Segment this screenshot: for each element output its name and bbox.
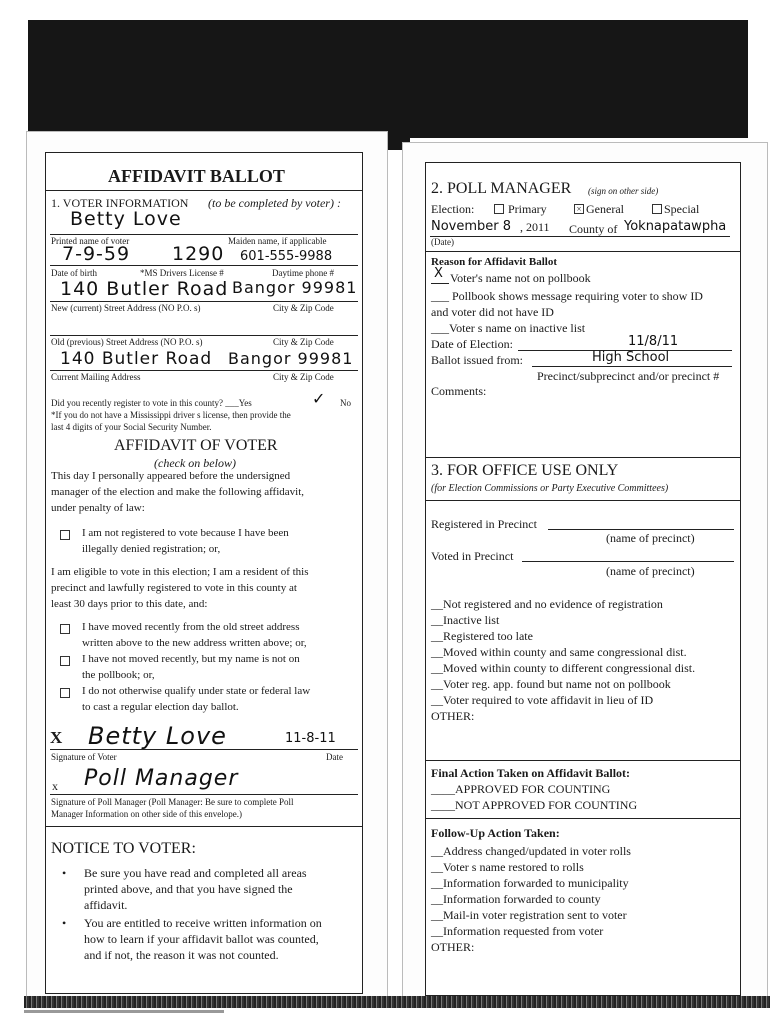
option4-line1: I do not otherwise qualify under state or federal law bbox=[82, 685, 311, 697]
license-handwritten: 1290 bbox=[172, 243, 225, 265]
mailing-line bbox=[50, 370, 358, 371]
date-label: Date bbox=[326, 752, 343, 762]
new-address-label: New (current) Street Address (NO P.O. s) bbox=[51, 303, 201, 313]
new-address-handwritten: 140 Butler Road bbox=[60, 278, 229, 300]
scan-bottom-edge bbox=[24, 996, 770, 1008]
county-label: County of bbox=[569, 222, 618, 236]
section1-note: (to be completed by voter) : bbox=[208, 196, 341, 210]
followup-item-4: __Information forwarded to county bbox=[431, 892, 601, 906]
voter-x-mark: X bbox=[50, 728, 63, 747]
license-label: *MS Drivers License # bbox=[140, 268, 224, 278]
option3-checkbox[interactable] bbox=[60, 656, 70, 666]
ballot-issued-line bbox=[532, 366, 732, 367]
section1-heading: 1. VOTER INFORMATION bbox=[51, 196, 189, 210]
maiden-name-label: Maiden name, if applicable bbox=[228, 236, 327, 246]
final-action-heading: Final Action Taken on Affidavit Ballot: bbox=[431, 766, 631, 780]
followup-item-3: __Information forwarded to municipality bbox=[431, 876, 629, 890]
election-date-line bbox=[430, 236, 730, 237]
option3-line1: I have not moved recently, but my name is not on bbox=[82, 653, 300, 665]
printed-name-label: Printed name of voter bbox=[51, 236, 130, 246]
followup-item-5: __Mail-in voter registration sent to voter bbox=[431, 908, 627, 922]
poll-manager-signature: Poll Manager bbox=[84, 766, 239, 791]
no-label: No bbox=[340, 398, 351, 408]
dob-handwritten: 7-9-59 bbox=[62, 243, 131, 265]
notice2-line1: You are entitled to receive written information on bbox=[84, 916, 322, 930]
signature-of-voter-label: Signature of Voter bbox=[51, 752, 117, 762]
general-checkbox[interactable]: × bbox=[574, 204, 584, 214]
final-action-rule bbox=[426, 760, 740, 761]
dob-line bbox=[50, 265, 358, 266]
primary-label: Primary bbox=[508, 202, 547, 216]
followup-rule bbox=[426, 818, 740, 819]
affidavit-intro-3: under penalty of law: bbox=[51, 502, 145, 514]
notice-rule bbox=[46, 826, 362, 827]
section2-note: (sign on other side) bbox=[588, 186, 659, 196]
scan-bottom-shadow bbox=[24, 1010, 224, 1013]
name-of-precinct-caption-2: (name of precinct) bbox=[606, 564, 695, 578]
notice1-line3: affidavit. bbox=[84, 898, 128, 912]
followup-other-label: OTHER: bbox=[431, 940, 475, 954]
new-city-handwritten: Bangor 99981 bbox=[232, 278, 358, 297]
check-below-note: (check on below) bbox=[154, 456, 236, 470]
voted-in-precinct-label: Voted in Precinct bbox=[431, 549, 514, 563]
reason-2b: and voter did not have ID bbox=[431, 305, 554, 319]
reason-heading: Reason for Affidavit Ballot bbox=[431, 256, 557, 268]
special-label: Special bbox=[664, 202, 700, 216]
ballot-issued-label: Ballot issued from: bbox=[431, 353, 523, 367]
registered-in-precinct-line bbox=[548, 529, 734, 530]
county-handwritten: Yoknapatawpha bbox=[624, 219, 727, 234]
office-item-2: __Inactive list bbox=[431, 613, 500, 627]
manager-signature-label-2: Manager Information on other side of this envelope.) bbox=[51, 809, 242, 819]
reason-1: Voter's name not on pollbook bbox=[450, 271, 591, 285]
election-label: Election: bbox=[431, 202, 475, 216]
notice-bullet-1: • bbox=[62, 866, 67, 880]
voter-signature: Betty Love bbox=[88, 722, 227, 750]
office-item-5: __Moved within county to different congressional dist. bbox=[431, 661, 696, 675]
scan-dark-background bbox=[28, 20, 748, 138]
primary-checkbox[interactable] bbox=[494, 204, 504, 214]
eligible-line-2: precinct and lawfully registered to vote in this county at bbox=[51, 582, 297, 594]
mailing-city-zip-label: City & Zip Code bbox=[273, 372, 334, 382]
affidavit-intro-2: manager of the election and make the following affidavit, bbox=[51, 486, 305, 498]
comments-label: Comments: bbox=[431, 384, 487, 398]
ballot-issued-value: High School bbox=[592, 350, 670, 365]
election-year: , 2011 bbox=[520, 220, 550, 234]
followup-heading: Follow-Up Action Taken: bbox=[431, 826, 560, 840]
mailing-address-handwritten: 140 Butler Road bbox=[60, 349, 213, 369]
special-checkbox[interactable] bbox=[652, 204, 662, 214]
option1-checkbox[interactable] bbox=[60, 530, 70, 540]
office-other-label: OTHER: bbox=[431, 709, 475, 723]
name-line bbox=[50, 234, 358, 235]
manager-signature-line bbox=[50, 794, 358, 795]
section3-heading: 3. FOR OFFICE USE ONLY bbox=[431, 462, 619, 479]
eligible-line-3: least 30 days prior to this date, and: bbox=[51, 598, 208, 610]
section3-note: (for Election Commissions or Party Executive Committees) bbox=[431, 483, 669, 494]
not-approved-for-counting: ____NOT APPROVED FOR COUNTING bbox=[431, 798, 638, 812]
phone-handwritten: 601-555-9988 bbox=[240, 249, 333, 264]
registered-in-precinct-label: Registered in Precinct bbox=[431, 517, 537, 531]
notice1-line1: Be sure you have read and completed all areas bbox=[84, 866, 307, 880]
affidavit-ballot-title: AFFIDAVIT BALLOT bbox=[108, 166, 285, 186]
ssn-note-1: *If you do not have a Mississippi driver s license, then provide the bbox=[51, 410, 291, 420]
option1-line1: I am not registered to vote because I have been bbox=[82, 527, 289, 539]
ssn-note-2: last 4 digits of your Social Security Number. bbox=[51, 422, 212, 432]
general-label: General bbox=[586, 202, 624, 216]
option3-line2: the pollbook; or, bbox=[82, 669, 155, 681]
new-address-line bbox=[50, 301, 358, 302]
registered-question: Did you recently register to vote in this county? ___Yes bbox=[51, 398, 252, 408]
option2-checkbox[interactable] bbox=[60, 624, 70, 634]
section3-divider bbox=[426, 500, 740, 501]
office-item-4: __Moved within county and same congressional dist. bbox=[431, 645, 687, 659]
option2-line1: I have moved recently from the old street address bbox=[82, 621, 300, 633]
mailing-label: Current Mailing Address bbox=[51, 372, 141, 382]
title-rule bbox=[46, 190, 362, 191]
voter-name-handwritten: Betty Love bbox=[70, 208, 182, 230]
affidavit-intro-1: This day I personally appeared before the undersigned bbox=[51, 470, 291, 482]
followup-item-1: __Address changed/updated in voter rolls bbox=[431, 844, 631, 858]
office-item-6: __Voter reg. app. found but name not on pollbook bbox=[431, 677, 671, 691]
affidavit-of-voter-heading: AFFIDAVIT OF VOTER bbox=[114, 437, 278, 454]
precinct-caption: Precinct/subprecinct and/or precinct # bbox=[537, 369, 720, 383]
city-zip-label: City & Zip Code bbox=[273, 303, 334, 313]
option4-line2: to cast a regular election day ballot. bbox=[82, 701, 239, 713]
followup-item-2: __Voter s name restored to rolls bbox=[431, 860, 584, 874]
notice-to-voter-heading: NOTICE TO VOTER: bbox=[51, 840, 196, 857]
notice1-line2: printed above, and that you have signed the bbox=[84, 882, 293, 896]
approved-for-counting: ____APPROVED FOR COUNTING bbox=[431, 782, 611, 796]
section2-heading: 2. POLL MANAGER bbox=[431, 180, 572, 197]
voter-signature-line bbox=[50, 749, 358, 750]
election-date-handwritten: November 8 bbox=[431, 219, 512, 234]
reason-mark-line bbox=[431, 283, 449, 284]
section3-rule bbox=[426, 457, 740, 458]
reason-x-mark: X bbox=[434, 266, 443, 281]
notice2-line2: how to learn if your affidavit ballot was counted, bbox=[84, 932, 319, 946]
date-of-election-label: Date of Election: bbox=[431, 337, 513, 351]
office-item-1: __Not registered and no evidence of registration bbox=[431, 597, 663, 611]
notice2-line3: and if not, the reason it was not counted. bbox=[84, 948, 279, 962]
old-address-line bbox=[50, 335, 358, 336]
reason-rule bbox=[426, 251, 740, 252]
old-city-zip-label: City & Zip Code bbox=[273, 337, 334, 347]
dob-label: Date of birth bbox=[51, 268, 97, 278]
no-checkmark: ✓ bbox=[312, 389, 326, 408]
option2-line2: written above to the new address written above; or, bbox=[82, 637, 307, 649]
eligible-line-1: I am eligible to vote in this election; I am a resident of this bbox=[51, 566, 309, 578]
phone-label: Daytime phone # bbox=[272, 268, 334, 278]
office-item-3: __Registered too late bbox=[431, 629, 533, 643]
signature-date: 11-8-11 bbox=[285, 731, 336, 746]
notice-bullet-2: • bbox=[62, 916, 67, 930]
name-of-precinct-caption-1: (name of precinct) bbox=[606, 531, 695, 545]
voted-in-precinct-line bbox=[522, 561, 734, 562]
manager-x-mark: x bbox=[52, 779, 58, 793]
reason-3: ___Voter s name on inactive list bbox=[431, 321, 586, 335]
office-item-7: __Voter required to vote affidavit in lieu of ID bbox=[431, 693, 654, 707]
option1-line2: illegally denied registration; or, bbox=[82, 543, 221, 555]
mailing-city-handwritten: Bangor 99981 bbox=[228, 349, 354, 368]
manager-signature-label-1: Signature of Poll Manager (Poll Manager: Be sure to complete Poll bbox=[51, 797, 294, 807]
reason-2: ___ Pollbook shows message requiring voter to show ID bbox=[431, 289, 703, 303]
followup-item-6: __Information requested from voter bbox=[431, 924, 604, 938]
old-address-label: Old (previous) Street Address (NO P.O. s) bbox=[51, 337, 203, 347]
option4-checkbox[interactable] bbox=[60, 688, 70, 698]
date-of-election-value: 11/8/11 bbox=[628, 334, 679, 349]
date-caption: (Date) bbox=[431, 237, 454, 247]
